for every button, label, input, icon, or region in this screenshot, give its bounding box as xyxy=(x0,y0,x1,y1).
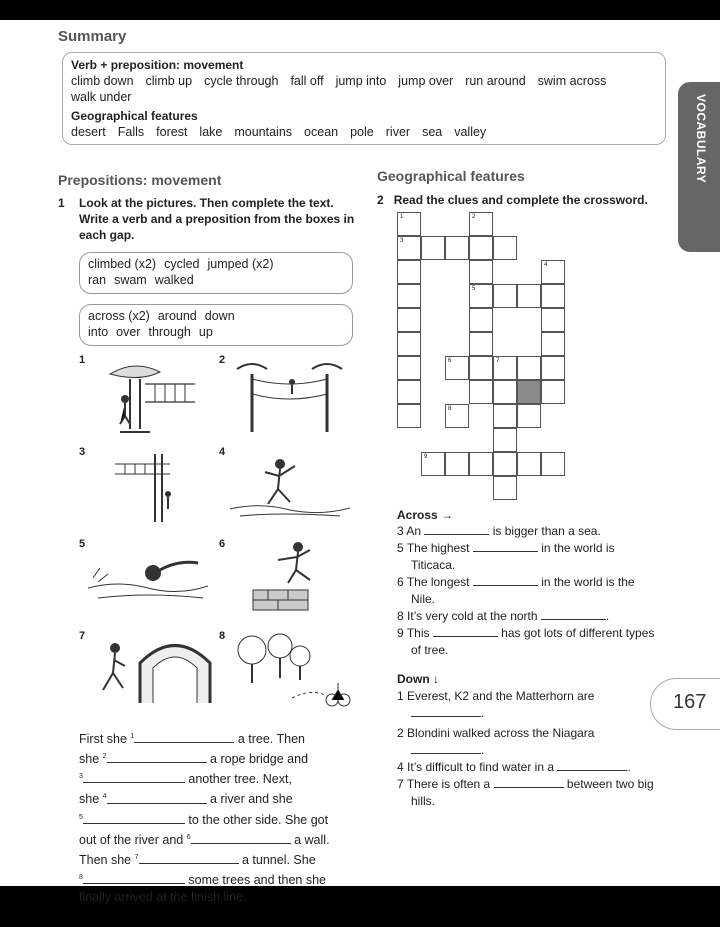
verb-prep-list-2: walk under xyxy=(71,90,132,104)
exercise-1-instructions: 1 Look at the pictures. Then complete the text. Write a verb and a preposition from the boxes in each gap. xyxy=(58,196,355,242)
vocabulary-tab-label: VOCABULARY xyxy=(694,94,708,184)
crossword-cell[interactable] xyxy=(397,260,421,284)
across-5-gap[interactable] xyxy=(473,540,538,552)
crossword-cell[interactable] xyxy=(493,452,517,476)
crossword-cell[interactable] xyxy=(397,380,421,404)
crossword-cell[interactable]: 7 xyxy=(493,356,517,380)
crossword-cell[interactable] xyxy=(493,404,517,428)
geo-list: desert Falls forest lake mountains ocean pole river sea valley xyxy=(71,125,487,139)
crossword-cell[interactable] xyxy=(469,260,493,284)
picture-label-8: 8 xyxy=(219,630,226,642)
crossword-cell[interactable] xyxy=(397,404,421,428)
crossword-cell[interactable] xyxy=(517,284,541,308)
crossword-shaded-cell xyxy=(517,380,541,404)
crossword-cell[interactable]: 5 xyxy=(469,284,493,308)
prepositions-title: Prepositions: movement xyxy=(58,172,222,188)
summary-title: Summary xyxy=(58,28,127,45)
gap-4[interactable] xyxy=(107,792,207,804)
crossword-cell[interactable] xyxy=(517,356,541,380)
vocabulary-tab xyxy=(678,82,720,252)
crossword-cell[interactable] xyxy=(493,284,517,308)
gap-6[interactable] xyxy=(191,832,291,844)
story-paragraph: First she $^1$ a tree. Then she $^2$ a rope bridge and $^3$ another tree. Next, she $^4$ a river and she $^5$ to the other side. She got out of the river and $^6$ a wall. Then she $^7$ a tunnel. She $^8$ some trees and then she finally arrived at the finish line. xyxy=(79,732,330,905)
geo-heading: Geographical features xyxy=(71,109,198,123)
across-clues: 3 An is bigger than a sea. 5 The highest in the world is Titicaca. 6 The longest in the world is the Nile. 8 It’s very cold at the north . 9 This has got lots of different types of tree. xyxy=(397,524,655,657)
across-heading: Across → xyxy=(397,508,454,522)
down-clues: 1 Everest, K2 and the Matterhorn are . 2 Blondini walked across the Niagara . 4 It’s difficult to find water in a . 7 There is often a between two big hills. xyxy=(397,689,654,808)
crossword-cell[interactable] xyxy=(445,452,469,476)
crossword-grid xyxy=(397,212,577,502)
crossword-cell[interactable] xyxy=(469,236,493,260)
picture-swim-across xyxy=(88,538,208,608)
gap-3[interactable] xyxy=(83,771,185,783)
crossword-cell[interactable] xyxy=(397,308,421,332)
page-number-tab xyxy=(650,678,720,730)
picture-label-4: 4 xyxy=(219,446,226,458)
across-3-gap[interactable] xyxy=(424,523,489,535)
down-1-gap[interactable] xyxy=(411,705,481,717)
crossword-cell[interactable] xyxy=(397,356,421,380)
across-9-gap[interactable] xyxy=(433,625,498,637)
crossword-cell[interactable]: 6 xyxy=(445,356,469,380)
picture-label-2: 2 xyxy=(219,354,226,366)
preposition-word-box: across (x2) around down into over through up xyxy=(79,304,353,346)
down-heading: Down ↓ xyxy=(397,672,439,686)
crossword-cell[interactable] xyxy=(493,428,517,452)
crossword-cell[interactable] xyxy=(541,284,565,308)
crossword-cell[interactable]: 3 xyxy=(397,236,421,260)
crossword-cell[interactable] xyxy=(517,452,541,476)
exercise-2-instructions: 2 Read the clues and complete the crossword. xyxy=(377,193,648,207)
summary-box xyxy=(62,52,666,145)
gap-1[interactable] xyxy=(134,731,234,743)
crossword-cell[interactable] xyxy=(493,380,517,404)
crossword-cell[interactable] xyxy=(469,356,493,380)
crossword-cell[interactable] xyxy=(541,308,565,332)
crossword-cell[interactable] xyxy=(421,236,445,260)
gap-7[interactable] xyxy=(139,852,239,864)
crossword-cell[interactable] xyxy=(469,452,493,476)
crossword-cell[interactable]: 4 xyxy=(541,260,565,284)
across-6-gap[interactable] xyxy=(473,574,538,586)
crossword-cell[interactable] xyxy=(397,284,421,308)
gap-5[interactable] xyxy=(83,812,185,824)
across-8-gap[interactable] xyxy=(541,608,606,620)
crossword-cell[interactable]: 9 xyxy=(421,452,445,476)
gap-2[interactable] xyxy=(107,751,207,763)
crossword-cell[interactable] xyxy=(517,404,541,428)
picture-label-3: 3 xyxy=(79,446,86,458)
workbook-page xyxy=(0,20,720,905)
crossword-cell[interactable] xyxy=(493,476,517,500)
crossword-cell[interactable] xyxy=(541,356,565,380)
picture-label-6: 6 xyxy=(219,538,226,550)
crossword-cell[interactable] xyxy=(493,236,517,260)
picture-cycle-through-trees xyxy=(232,628,352,708)
verb-word-box: climbed (x2) cycled jumped (x2) ran swam walked xyxy=(79,252,353,294)
crossword-cell[interactable] xyxy=(469,332,493,356)
picture-rope-bridge xyxy=(232,354,352,434)
geographical-title: Geographical features xyxy=(377,168,525,184)
page-number: 167 xyxy=(673,691,707,713)
crossword-cell[interactable] xyxy=(397,332,421,356)
picture-run-through-tunnel xyxy=(95,628,215,708)
picture-label-5: 5 xyxy=(79,538,86,550)
crossword-cell[interactable]: 1 xyxy=(397,212,421,236)
crossword-cell[interactable]: 2 xyxy=(469,212,493,236)
crossword-cell[interactable]: 8 xyxy=(445,404,469,428)
down-4-gap[interactable] xyxy=(557,759,627,771)
verb-prep-list: climb down climb up cycle through fall off jump into jump over run around swim across xyxy=(71,74,607,88)
picture-label-1: 1 xyxy=(79,354,86,366)
crossword-cell[interactable] xyxy=(541,332,565,356)
picture-jump-into-river xyxy=(230,444,350,524)
picture-label-7: 7 xyxy=(79,630,86,642)
crossword-cell[interactable] xyxy=(445,236,469,260)
crossword-cell[interactable] xyxy=(469,308,493,332)
picture-jump-over-wall xyxy=(248,535,338,615)
down-2-gap[interactable] xyxy=(411,742,481,754)
crossword-cell[interactable] xyxy=(469,380,493,404)
verb-prep-heading: Verb + preposition: movement xyxy=(71,58,244,72)
crossword-cell[interactable] xyxy=(541,452,565,476)
picture-climb-up-tree xyxy=(100,354,200,434)
down-7-gap[interactable] xyxy=(494,776,564,788)
gap-8[interactable] xyxy=(83,872,185,884)
picture-climb-down-tree xyxy=(110,444,190,524)
crossword-cell[interactable] xyxy=(541,380,565,404)
